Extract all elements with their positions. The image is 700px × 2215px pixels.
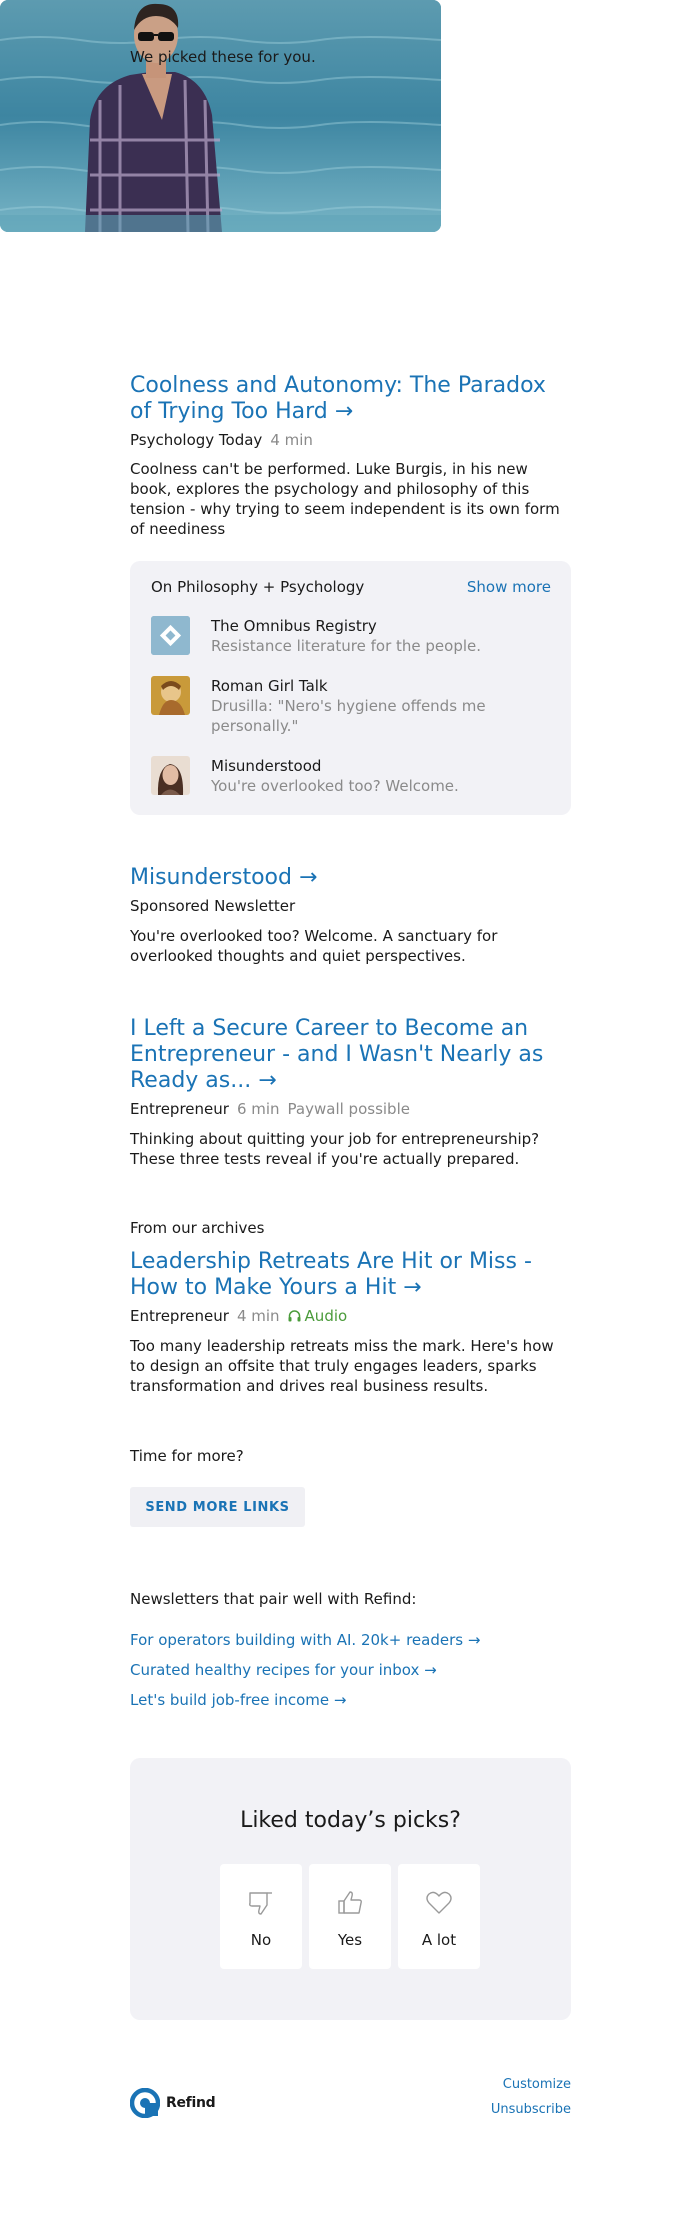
article-link[interactable]: I Left a Secure Career to Become an Entrepreneur - and I Wasn't Nearly as Ready as... → (130, 1016, 544, 1093)
pair-link-text[interactable]: For operators building with AI. 20k+ readers → (130, 1631, 481, 1649)
audio-badge[interactable] (288, 1307, 348, 1325)
newsletter-name: The Omnibus Registry (211, 617, 377, 635)
heart-icon (425, 1890, 453, 1916)
article-title[interactable] (130, 1016, 571, 1094)
pair-link[interactable] (130, 1690, 571, 1710)
brand-name: Refind (166, 2095, 216, 2111)
article-link[interactable]: Leadership Retreats Are Hit or Miss - How to Make Yours a Hit → (130, 1249, 532, 1300)
feedback-a-lot-button[interactable] (398, 1864, 480, 1969)
pair-link-text[interactable]: Let's build job-free income → (130, 1691, 347, 1709)
article-description: Thinking about quitting your job for entrepreneurship? These three tests reveal if you're actually prepared. (130, 1130, 540, 1168)
intro-text: We picked these for you. (130, 48, 316, 66)
read-time: 4 min (236, 1307, 280, 1325)
paywall-badge: Paywall possible (287, 1100, 410, 1118)
article-meta (130, 430, 571, 450)
related-heading: On Philosophy + Psychology (151, 578, 365, 596)
newsletter-thumbnail (151, 756, 190, 795)
feedback-label: No (250, 1931, 272, 1949)
feedback-label: A lot (421, 1931, 457, 1949)
newsletter-thumbnail (151, 616, 190, 655)
more-prompt: Time for more? (130, 1447, 244, 1465)
article-hero-image[interactable] (0, 0, 441, 232)
archives-label: From our archives (130, 1219, 265, 1237)
newsletter-tagline: Drusilla: "Nero's hygiene offends me personally." (211, 697, 486, 735)
article-source: Entrepreneur (130, 1100, 229, 1118)
feedback-panel (130, 1758, 571, 2020)
refind-logo[interactable] (130, 2086, 230, 2120)
pair-link[interactable] (130, 1630, 571, 1650)
sponsored-label: Sponsored Newsletter (130, 897, 296, 915)
show-more-link[interactable]: Show more (466, 578, 551, 596)
feedback-yes-button[interactable] (309, 1864, 391, 1969)
headphones-icon (288, 1310, 301, 1322)
article-description: Coolness can't be performed. Luke Burgis, in his new book, explores the psychology and philosophy of this tension - why trying to seem independent is its own form of neediness (130, 460, 560, 538)
related-newsletters-panel (130, 561, 571, 815)
article-description: Too many leadership retreats miss the mark. Here's how to design an offsite that truly engages leaders, sparks transformation and drives real business results. (130, 1337, 554, 1395)
article-link[interactable]: Coolness and Autonomy: The Paradox of Trying Too Hard → (130, 373, 546, 424)
diamond-logo-icon (151, 616, 190, 655)
article-meta (130, 1306, 571, 1326)
newsletter-tagline: Resistance literature for the people. (211, 637, 482, 655)
newsletter-name: Misunderstood (211, 757, 322, 775)
feedback-label: Yes (337, 1931, 363, 1949)
pair-link[interactable] (130, 1660, 571, 1680)
newsletter-thumbnail (151, 676, 190, 715)
customize-link[interactable]: Customize (502, 2077, 571, 2092)
sponsored-title[interactable] (130, 865, 571, 891)
refind-logo-icon (130, 2088, 160, 2118)
article-source: Psychology Today (130, 431, 263, 449)
article-source: Entrepreneur (130, 1307, 229, 1325)
thumbs-up-icon (336, 1890, 364, 1916)
feedback-no-button[interactable] (220, 1864, 302, 1969)
unsubscribe-link[interactable]: Unsubscribe (490, 2102, 571, 2117)
pairs-label: Newsletters that pair well with Refind: (130, 1590, 417, 1608)
sponsored-description: You're overlooked too? Welcome. A sanctuary for overlooked thoughts and quiet perspectives. (130, 927, 498, 965)
audio-label: Audio (304, 1307, 348, 1325)
article-title[interactable] (130, 1249, 571, 1301)
send-more-links-button[interactable]: SEND MORE LINKS (130, 1487, 305, 1527)
newsletter-tagline: You're overlooked too? Welcome. (211, 777, 459, 795)
pair-link-text[interactable]: Curated healthy recipes for your inbox → (130, 1661, 437, 1679)
thumbs-down-icon (247, 1890, 275, 1916)
article-title[interactable] (130, 373, 571, 425)
sponsored-link[interactable]: Misunderstood → (130, 865, 318, 890)
feedback-title: Liked today’s picks? (240, 1808, 461, 1833)
read-time: 6 min (236, 1100, 280, 1118)
newsletter-name: Roman Girl Talk (211, 677, 328, 695)
article-meta (130, 1099, 571, 1119)
read-time: 4 min (270, 431, 313, 449)
